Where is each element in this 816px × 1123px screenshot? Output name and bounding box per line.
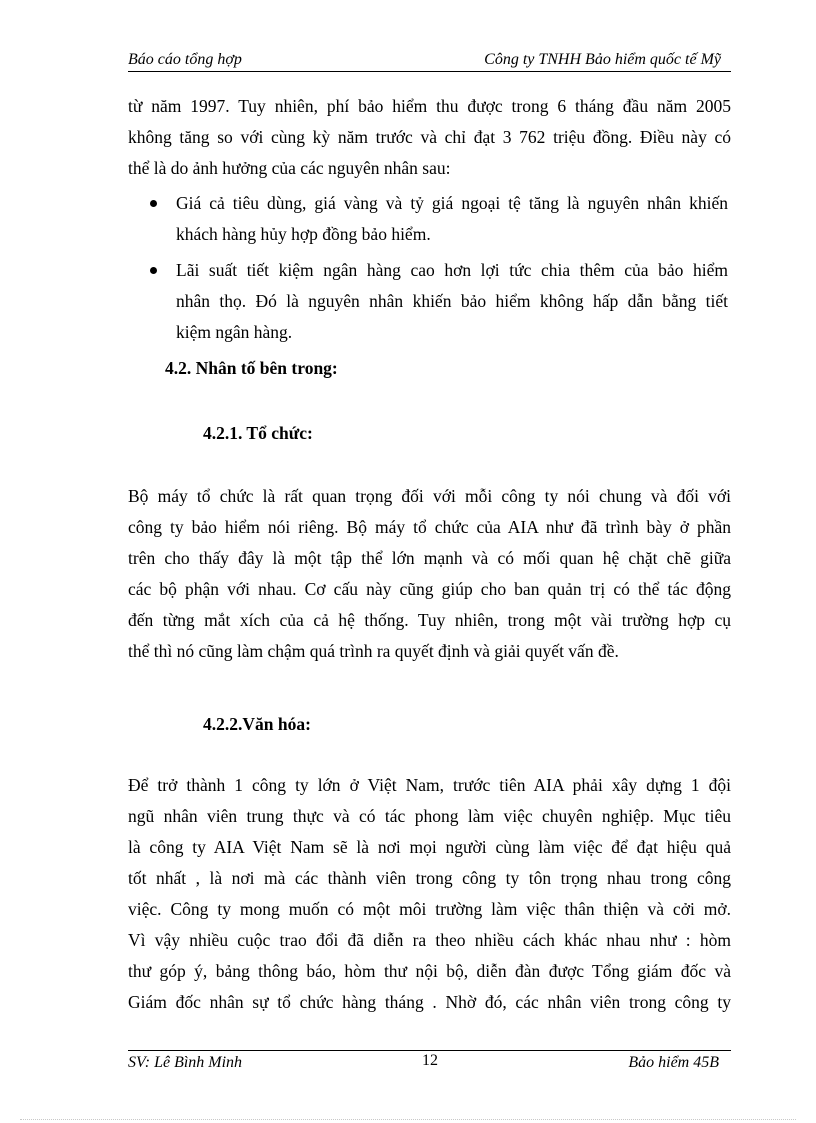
bullet-line: kiệm ngân hàng.	[176, 322, 293, 342]
paragraph-line: thể là do ảnh hưởng của các nguyên nhân sau:	[128, 158, 451, 178]
paragraph-line: tốt nhất , là nơi mà các thành viên trong công ty tôn trọng nhau trong công	[128, 868, 731, 888]
intro-paragraph	[128, 91, 731, 184]
paragraph-line: thư góp ý, bảng thông báo, hòm thư nội bộ, diễn đàn được Tổng giám đốc và	[128, 961, 731, 981]
paragraph-line: công ty bảo hiểm nói riêng. Bộ máy tổ chức của AIA như đã trình bày ở phần	[128, 517, 731, 537]
footer-class-name: Bảo hiểm 45B	[628, 1054, 719, 1071]
section-heading-4-2: 4.2. Nhân tố bên trong:	[165, 358, 338, 378]
paragraph-line: ngũ nhân viên trung thực và có tác phong làm việc chuyên nghiệp. Mục tiêu	[128, 806, 731, 826]
header-company-name: Công ty TNHH Bảo hiểm quốc tế Mỹ	[484, 51, 721, 68]
paragraph-line: Để trở thành 1 công ty lớn ở Việt Nam, trước tiên AIA phải xây dựng 1 đội	[128, 775, 731, 795]
paragraph-line: trên cho thấy đây là một tập thể lớn mạnh và có mối quan hệ chặt chẽ giữa	[128, 548, 731, 568]
bullet-line: khách hàng hủy hợp đồng bảo hiểm.	[176, 224, 431, 244]
bullet-item	[150, 188, 730, 250]
paragraph-line: đến từng mắt xích của cả hệ thống. Tuy nhiên, trong một vài trường hợp cụ	[128, 610, 731, 630]
paragraph-line: từ năm 1997. Tuy nhiên, phí bảo hiểm thu được trong 6 tháng đầu năm 2005	[128, 96, 731, 116]
paragraph-line: thể thì nó cũng làm chậm quá trình ra quyết định và giải quyết vấn đề.	[128, 641, 619, 661]
page-number: 12	[422, 1052, 438, 1069]
paragraph-line: các bộ phận với nhau. Cơ cấu này cũng giúp cho ban quản trị có thể tác động	[128, 579, 731, 599]
bullet-icon	[150, 200, 157, 207]
bullet-item	[150, 255, 730, 348]
bullet-line: nhân thọ. Đó là nguyên nhân khiến bảo hiểm không hấp dẫn bằng tiết	[176, 291, 728, 311]
bullet-icon	[150, 267, 157, 274]
paragraph-line: Vì vậy nhiều cuộc trao đổi đã diễn ra theo nhiều cách khác nhau như : hòm	[128, 930, 731, 950]
page-header	[128, 49, 731, 72]
footer-student-name: SV: Lê Bình Minh	[128, 1054, 243, 1071]
section-heading-4-2-1: 4.2.1. Tổ chức:	[203, 423, 313, 443]
page-bottom-divider	[20, 1119, 796, 1120]
section-heading-4-2-2: 4.2.2.Văn hóa:	[203, 714, 311, 734]
paragraph-line: Giám đốc nhân sự tổ chức hàng tháng . Nhờ đó, các nhân viên trong công ty	[128, 992, 731, 1012]
organization-paragraph	[128, 481, 731, 667]
culture-paragraph	[128, 770, 731, 1018]
page-footer	[128, 1050, 731, 1075]
bullet-line: Giá cả tiêu dùng, giá vàng và tỷ giá ngoại tệ tăng là nguyên nhân khiến	[176, 193, 728, 213]
paragraph-line: Bộ máy tổ chức là rất quan trọng đối với mỗi công ty nói chung và đối với	[128, 486, 731, 506]
paragraph-line: không tăng so với cùng kỳ năm trước và chỉ đạt 3 762 triệu đồng. Điều này có	[128, 127, 731, 147]
header-report-title: Báo cáo tổng hợp	[128, 51, 242, 68]
bullet-line: Lãi suất tiết kiệm ngân hàng cao hơn lợi tức chia thêm của bảo hiểm	[176, 260, 728, 280]
paragraph-line: là công ty AIA Việt Nam sẽ là nơi mọi người cùng làm việc để đạt hiệu quả	[128, 837, 731, 857]
paragraph-line: việc. Công ty mong muốn có một môi trường làm việc thân thiện và cởi mở.	[128, 899, 731, 919]
